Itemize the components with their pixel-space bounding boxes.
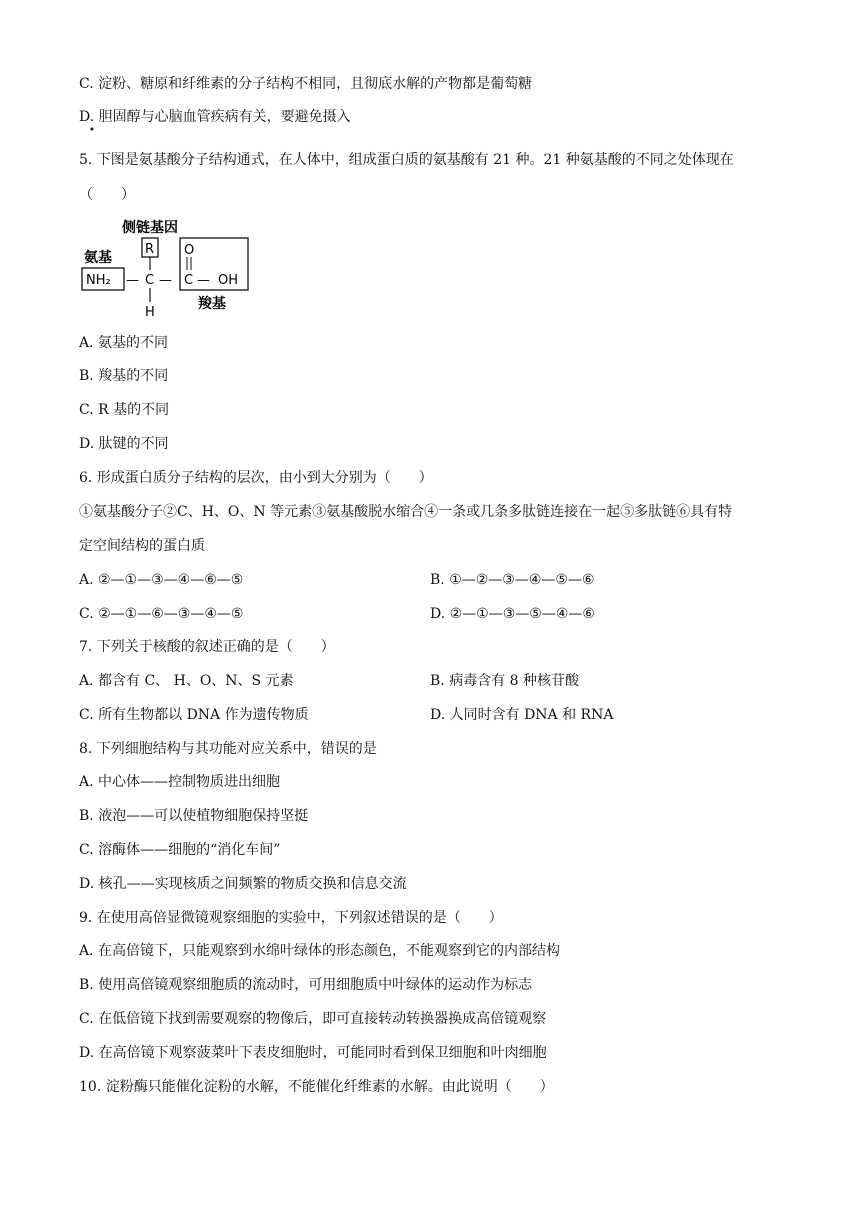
q7-option-a: A. 都含有 C、 H、O、N、S 元素: [79, 673, 294, 689]
q5-option-d: D. 肽键的不同: [79, 436, 169, 452]
stray-dot: •: [89, 125, 95, 136]
q8-option-d: D. 核孔——实现核质之间频繁的物质交换和信息交流: [79, 876, 407, 892]
q6-option-b: B. ①—②—③—④—⑤—⑥: [430, 572, 595, 588]
q9-option-d: D. 在高倍镜下观察菠菜叶下表皮细胞时，可能同时看到保卫细胞和叶肉细胞: [79, 1045, 547, 1061]
q8-option-c: C. 溶酶体——细胞的“消化车间”: [79, 842, 281, 858]
hydroxyl: OH: [218, 273, 239, 288]
q10-stem: 10. 淀粉酶只能催化淀粉的水解，不能催化纤维素的水解。由此说明（ ）: [79, 1079, 554, 1095]
label-side-chain: 侧链基因: [122, 220, 178, 236]
bond-c-carboxyl: —: [159, 273, 172, 288]
label-amino: 氨基: [84, 250, 112, 266]
q6-items-line2: 定空间结构的蛋白质: [79, 538, 205, 554]
q6-option-d: D. ②—①—③—⑤—④—⑥: [430, 606, 595, 622]
q6-option-c: C. ②—①—⑥—③—④—⑤: [79, 606, 244, 622]
bond-c-oh: —: [197, 273, 210, 288]
q6-option-a: A. ②—①—③—④—⑥—⑤: [79, 572, 244, 588]
q7-stem: 7. 下列关于核酸的叙述正确的是（ ）: [79, 639, 335, 655]
q4-option-d: D. 胆固醇与心脑血管疾病有关，要避免摄入: [79, 109, 351, 125]
q5-option-a: A. 氨基的不同: [79, 335, 169, 351]
label-carboxyl: 羧基: [198, 296, 226, 312]
q7-option-d: D. 人同时含有 DNA 和 RNA: [430, 707, 614, 723]
central-carbon: C: [145, 273, 155, 288]
q6-stem: 6. 形成蛋白质分子结构的层次，由小到大分别为（ ）: [79, 470, 433, 486]
q9-option-c: C. 在低倍镜下找到需要观察的物像后，即可直接转动转换器换成高倍镜观察: [79, 1011, 547, 1027]
q5-stem: 5. 下图是氨基酸分子结构通式，在人体中，组成蛋白质的氨基酸有 21 种。21 种氨基酸的不同之处体现在: [79, 152, 734, 168]
q8-option-a: A. 中心体——控制物质进出细胞: [79, 774, 281, 790]
q8-stem: 8. 下列细胞结构与其功能对应关系中，错误的是: [79, 741, 377, 757]
q5-option-c: C. R 基的不同: [79, 402, 170, 418]
r-group: R: [145, 242, 155, 257]
amino-acid-structure-figure: [80, 212, 270, 324]
q7-option-c: C. 所有生物都以 DNA 作为遗传物质: [79, 707, 309, 723]
amino-group: NH₂: [86, 273, 111, 288]
q9-stem: 9. 在使用高倍显微镜观察细胞的实验中，下列叙述错误的是（ ）: [79, 910, 503, 926]
carboxyl-oxygen: O: [184, 243, 195, 258]
q4-option-c: C. 淀粉、糖原和纤维素的分子结构不相同，且彻底水解的产物都是葡萄糖: [79, 76, 533, 92]
bond-amino-c: —: [126, 273, 139, 288]
q7-option-b: B. 病毒含有 8 种核苷酸: [430, 673, 579, 689]
carboxyl-carbon: C: [184, 273, 194, 288]
q8-option-b: B. 液泡——可以使植物细胞保持坚挺: [79, 808, 309, 824]
q9-option-b: B. 使用高倍镜观察细胞质的流动时，可用细胞质中叶绿体的运动作为标志: [79, 977, 533, 993]
hydrogen: H: [145, 305, 155, 320]
q9-option-a: A. 在高倍镜下，只能观察到水绵叶绿体的形态颜色，不能观察到它的内部结构: [79, 943, 561, 959]
q5-option-b: B. 羧基的不同: [79, 368, 169, 384]
q6-items-line1: ①氨基酸分子②C、H、O、N 等元素③氨基酸脱水缩合④一条或几条多肽链连接在一起⑤多肽链⑥具有特: [79, 504, 733, 520]
q5-stem-paren: （ ）: [79, 187, 135, 203]
